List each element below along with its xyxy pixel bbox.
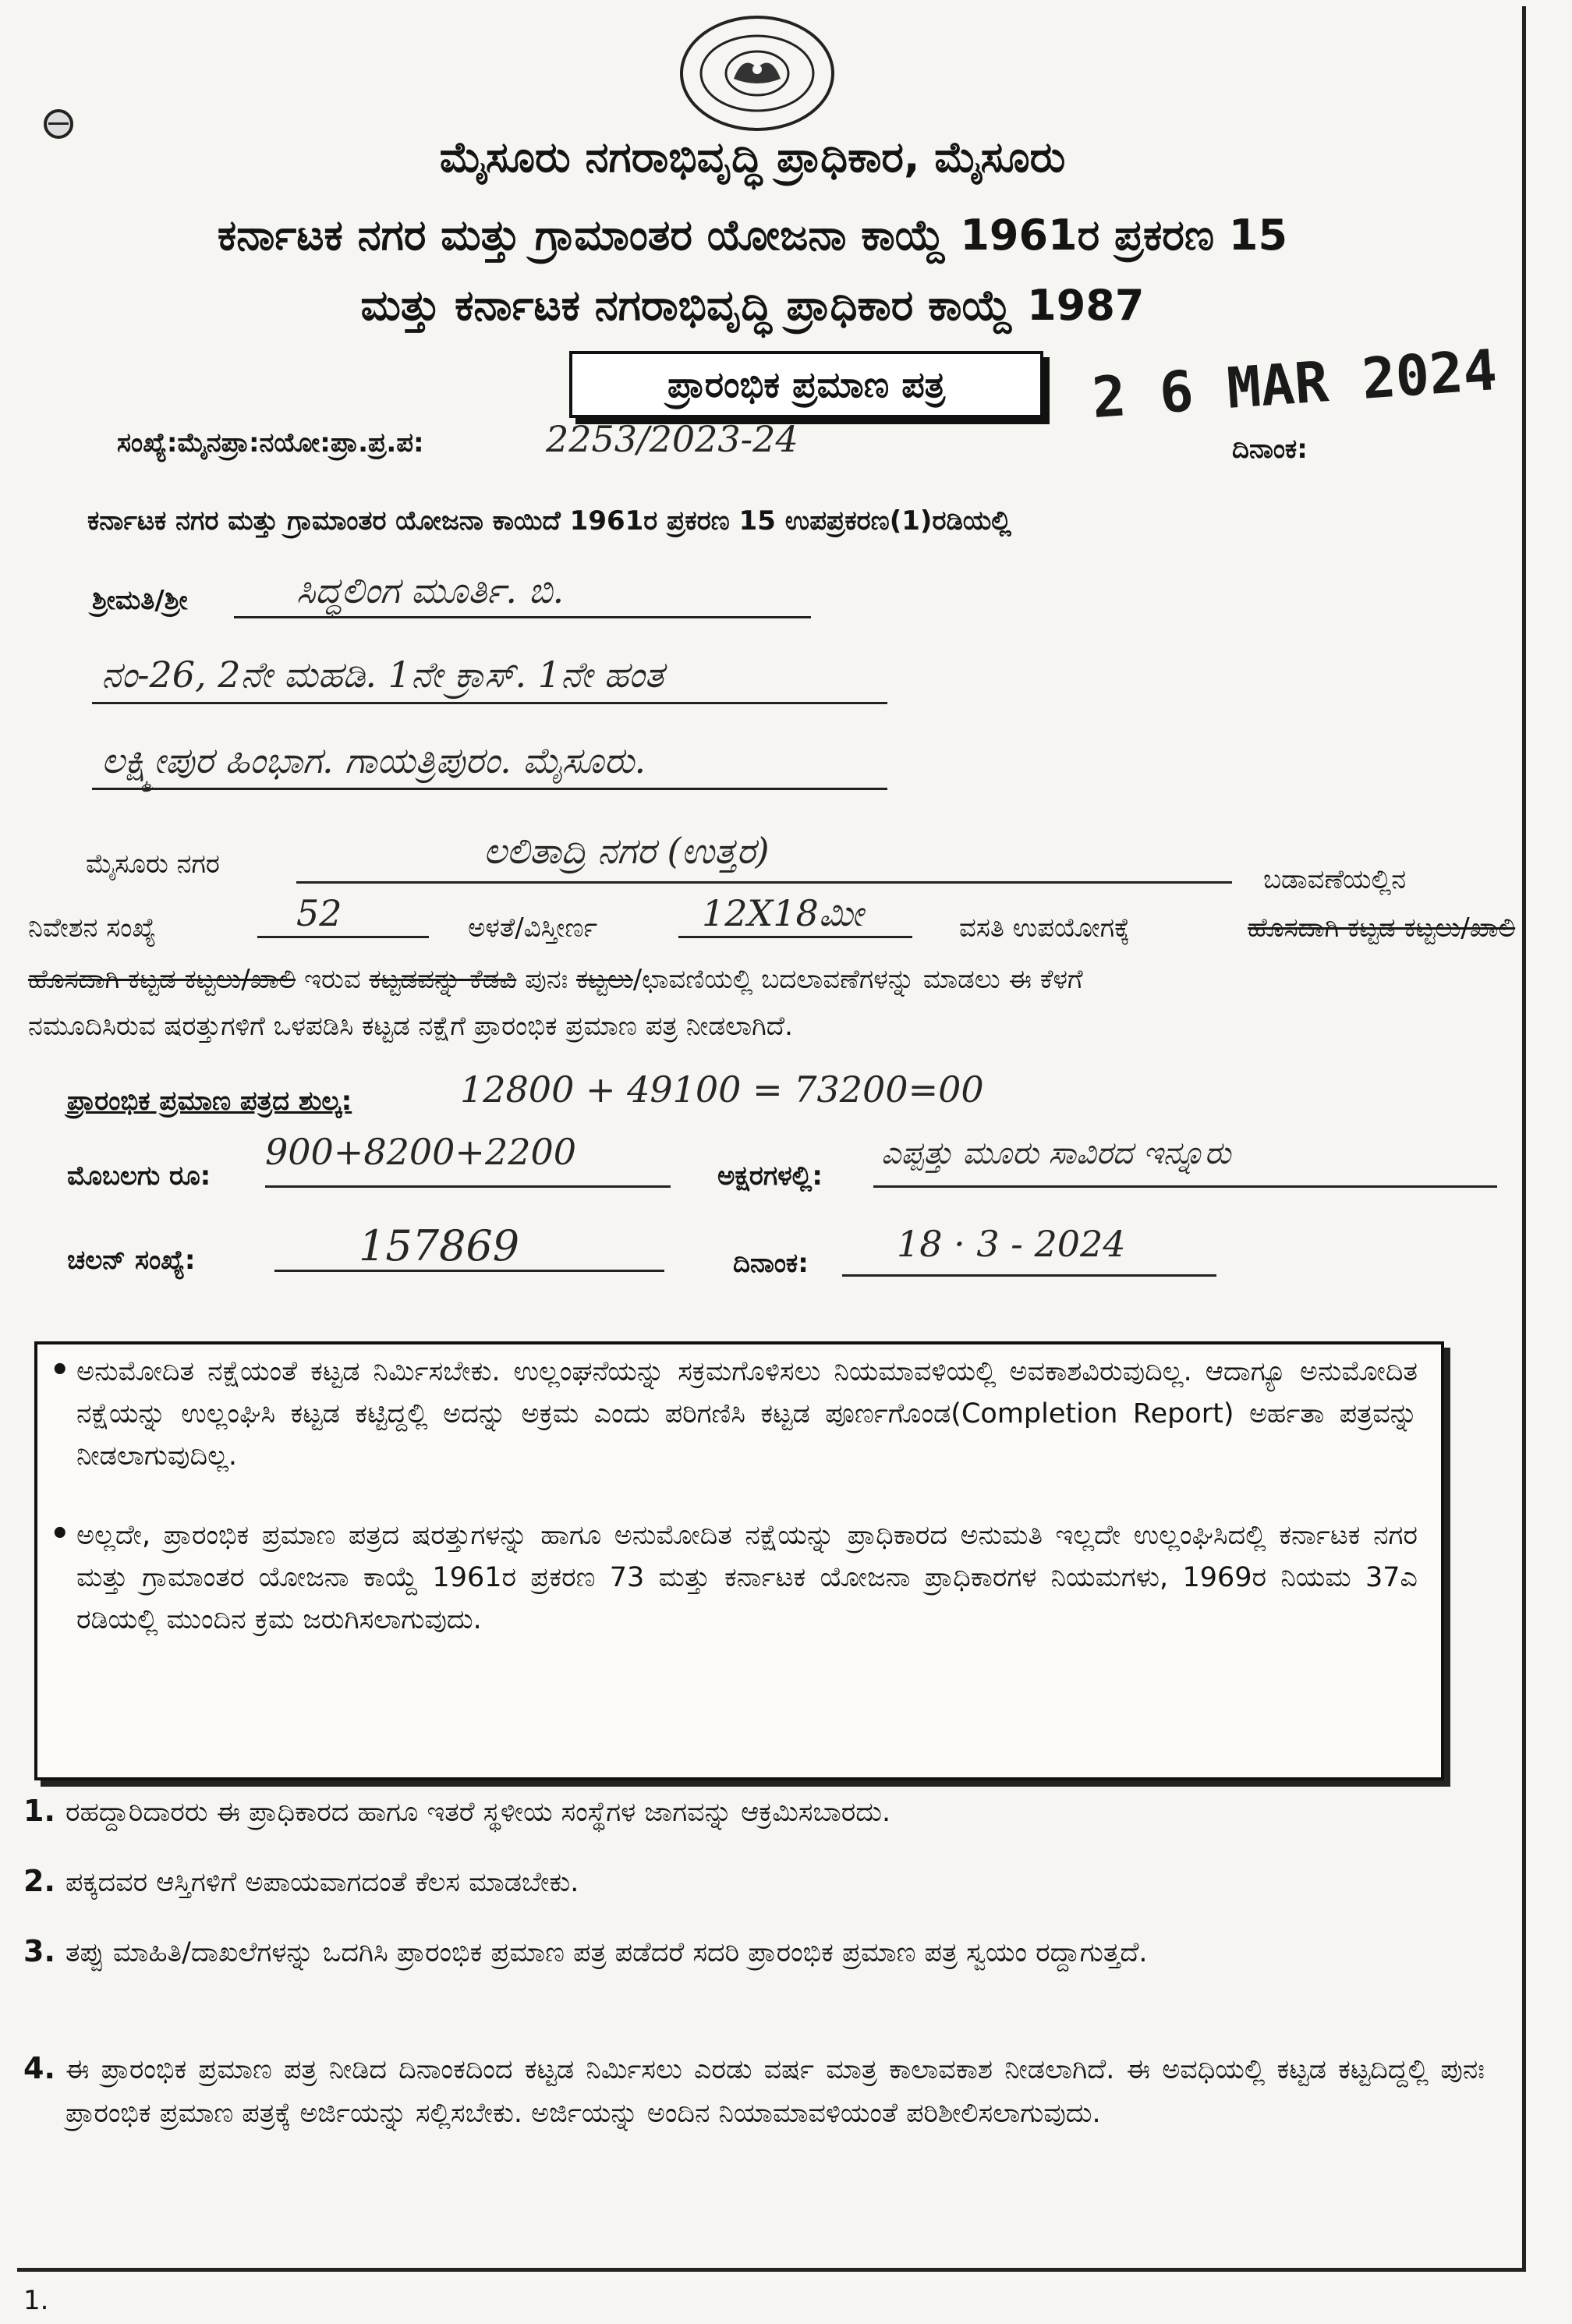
date-label: ದಿನಾಂಕ:: [1232, 434, 1308, 465]
struck-text-1: ಹೊಸದಾಗಿ ಕಟ್ಟಡ ಕಟ್ಟಲು/ಖಾಲಿ: [28, 964, 296, 995]
struck-text-3: ಕಟ್ಟಲು: [575, 964, 633, 995]
condition-text: ರಹದ್ದಾರಿದಾರರು ಈ ಪ್ರಾಧಿಕಾರದ ಹಾಗೂ ಇತರೆ ಸ್ಥಳೀಯ ಸಂಸ್ಥೆಗಳ ಜಾಗವನ್ನು ಆಕ್ರಮಿಸಬಾರದು.: [66, 1797, 891, 1828]
challan-date: 18 · 3 - 2024: [897, 1223, 1126, 1265]
applicant-name: ಸಿದ್ಧಲಿಂಗ ಮೂರ್ತಿ. ಬಿ.: [296, 569, 565, 611]
amount-label: ಮೊಬಲಗು ರೂ:: [67, 1160, 211, 1192]
condition-number: 4.: [23, 2051, 55, 2085]
purpose-line: [28, 964, 1494, 995]
document-title: ಪ್ರಾರಂಭಿಕ ಪ್ರಮಾಣ ಪತ್ರ: [569, 351, 1043, 418]
header-line-2: ಕರ್ನಾಟಕ ನಗರ ಮತ್ತು ಗ್ರಾಮಾಂತರ ಯೋಜನಾ ಕಾಯ್ದೆ 1961ರ ಪ್ರಕರಣ 15: [217, 211, 1288, 260]
dimension-label: ಅಳತೆ/ವಿಸ್ತೀರ್ಣ: [468, 912, 598, 944]
use-text: ವಸತಿ ಉಪಯೋಗಕ್ಕೆ: [959, 912, 1131, 944]
condition-text: ಈ ಪ್ರಾರಂಭಿಕ ಪ್ರಮಾಣ ಪತ್ರ ನೀಡಿದ ದಿನಾಂಕದಿಂದ ಕಟ್ಟಡ ನಿರ್ಮಿಸಲು ಎರಡು ವರ್ಷ ಮಾತ್ರ ಕಾಲಾವಕಾಶ ನೀಡಲಾಗಿದೆ. ಈ ಅವಧಿಯಲ್ಲಿ ಕಟ್ಟಡ ಕಟ್ಟದಿದ್ದಲ್ಲಿ ಪುನಃ ಪ್ರಾರಂಭಿಕ ಪ್ರಮಾಣ ಪತ್ರಕ್ಕೆ ಅರ್ಜಿಯನ್ನು ಸಲ್ಲಿಸಬೇಕು. ಅರ್ಜಿಯನ್ನು ಅಂದಿನ ನಿಯಾಮಾವಳಿಯಂತೆ ಪರಿಶೀಲಿಸಲಾಗುವುದು.: [66, 2054, 1485, 2129]
applicant-address-2: ಲಕ್ಷ್ಮೀಪುರ ಹಿಂಭಾಗ. ಗಾಯತ್ರಿಪುರಂ. ಮೈಸೂರು.: [101, 739, 646, 781]
dimension-value: 12X18ಮೀ: [702, 892, 864, 934]
ref-number: 2253/2023-24: [546, 418, 798, 460]
city-label: ಮೈಸೂರು ನಗರ: [86, 848, 220, 880]
struck-new-building: ಹೊಸದಾಗಿ ಕಟ್ಟಡ ಕಟ್ಟಲು/ಖಾಲಿ: [1248, 912, 1516, 944]
condition-number: 1.: [23, 1794, 55, 1828]
site-label: ನಿವೇಶನ ಸಂಖ್ಯೆ: [28, 912, 157, 944]
applicant-address-1: ನಂ-26, 2ನೇ ಮಹಡಿ. 1ನೇ ಕ್ರಾಸ್. 1ನೇ ಹಂತ: [101, 654, 664, 696]
purpose-tail: /ಛಾವಣಿಯಲ್ಲಿ ಬದಲಾವಣೆಗಳನ್ನು ಮಾಡಲು ಈ ಕೆಳಗೆ: [632, 964, 1083, 995]
date-stamp: 2 6 MAR 2024: [1089, 336, 1499, 431]
condition-number: 3.: [23, 1934, 55, 1968]
notice-bullet-2: ಅಲ್ಲದೇ, ಪ್ರಾರಂಭಿಕ ಪ್ರಮಾಣ ಪತ್ರದ ಷರತ್ತುಗಳನ್ನು ಹಾಗೂ ಅನುಮೋದಿತ ನಕ್ಷೆಯನ್ನು ಪ್ರಾಧಿಕಾರದ ಅನುಮತಿ ಇಲ್ಲದೇ ಉಲ್ಲಂಘಿಸಿದಲ್ಲಿ ಕರ್ನಾಟಕ ನಗರ ಮತ್ತು ಗ್ರಾಮಾಂತರ ಯೋಜನಾ ಕಾಯ್ದೆ 1961ರ ಪ್ರಕರಣ 73 ಮತ್ತು ಕರ್ನಾಟಕ ಯೋಜನಾ ಪ್ರಾಧಿಕಾರಗಳ ನಿಯಮಗಳು, 1969ರ ನಿಯಮ 37ಎ ರಡಿಯಲ್ಲಿ ಮುಂದಿನ ಕ್ರಮ ಜರುಗಿಸಲಾಗುವುದು.: [76, 1520, 1418, 1635]
condition-number: 2.: [23, 1864, 55, 1898]
challan-date-label: ದಿನಾಂಕ:: [733, 1248, 809, 1279]
challan-label: ಚಲನ್ ಸಂಖ್ಯೆ:: [67, 1245, 196, 1276]
amount-value: 900+8200+2200: [265, 1131, 577, 1173]
layout-suffix: ಬಡಾವಣೆಯಲ್ಲಿನ: [1263, 864, 1407, 895]
applicant-label: ಶ್ರೀಮತಿ/ಶ್ರೀ: [92, 585, 188, 616]
challan-number: 157869: [359, 1221, 520, 1270]
again-text: ಪುನಃ: [525, 964, 568, 995]
header-line-1: ಮೈಸೂರು ನಗರಾಭಿವೃದ್ಧಿ ಪ್ರಾಧಿಕಾರ, ಮೈಸೂರು: [439, 133, 1066, 182]
footer-mark: 1.: [23, 2285, 49, 2316]
site-number: 52: [296, 892, 342, 934]
notice-bullet-1: ಅನುಮೋದಿತ ನಕ್ಷೆಯಂತೆ ಕಟ್ಟಡ ನಿರ್ಮಿಸಬೇಕು. ಉಲ್ಲಂಘನೆಯನ್ನು ಸಕ್ರಮಗೊಳಿಸಲು ನಿಯಮಾವಳಿಯಲ್ಲಿ ಅವಕಾಶವಿರುವುದಿಲ್ಲ. ಆದಾಗ್ಯೂ ಅನುಮೋದಿತ ನಕ್ಷೆಯನ್ನು ಉಲ್ಲಂಘಿಸಿ ಕಟ್ಟಡ ಕಟ್ಟಿದ್ದಲ್ಲಿ ಅದನ್ನು ಅಕ್ರಮ ಎಂದು ಪರಿಗಣಿಸಿ ಕಟ್ಟಡ ಪೂರ್ಣಗೊಂಡ(Completion Report) ಅರ್ಹತಾ ಪತ್ರವನ್ನು ನೀಡಲಾಗುವುದಿಲ್ಲ.: [76, 1356, 1418, 1472]
condition-text: ತಪ್ಪು ಮಾಹಿತಿ/ದಾಖಲೆಗಳನ್ನು ಒದಗಿಸಿ ಪ್ರಾರಂಭಿಕ ಪ್ರಮಾಣ ಪತ್ರ ಪಡೆದರೆ ಸದರಿ ಪ್ರಾರಂಭಿಕ ಪ್ರಮಾಣ ಪತ್ರ ಸ್ವಯಂ ರದ್ದಾಗುತ್ತದೆ.: [66, 1937, 1148, 1968]
closing-text: ನಮೂದಿಸಿರುವ ಷರತ್ತುಗಳಿಗೆ ಒಳಪಡಿಸಿ ಕಟ್ಟಡ ನಕ್ಷೆಗೆ ಪ್ರಾರಂಭಿಕ ಪ್ರಮಾಣ ಪತ್ರ ನೀಡಲಾಗಿದೆ.: [28, 1011, 793, 1042]
fee-label: ಪ್ರಾರಂಭಿಕ ಪ್ರಮಾಣ ಪತ್ರದ ಶುಲ್ಕ:: [67, 1086, 352, 1117]
words-label: ಅಕ್ಷರಗಳಲ್ಲಿ:: [717, 1160, 823, 1192]
header-line-3: ಮತ್ತು ಕರ್ನಾಟಕ ನಗರಾಭಿವೃದ್ಧಿ ಪ್ರಾಧಿಕಾರ ಕಾಯ್ದೆ 1987: [360, 281, 1145, 330]
condition-text: ಪಕ್ಕದವರ ಆಸ್ತಿಗಳಿಗೆ ಅಪಾಯವಾಗದಂತೆ ಕೆಲಸ ಮಾಡಬೇಕು.: [66, 1867, 579, 1898]
words-value: ಎಪ್ಪತ್ತು ಮೂರು ಸಾವಿರದ ಇನ್ನೂರು: [881, 1135, 1231, 1171]
intro-text: ಕರ್ನಾಟಕ ನಗರ ಮತ್ತು ಗ್ರಾಮಾಂತರ ಯೋಜನಾ ಕಾಯಿದೆ 1961ರ ಪ್ರಕರಣ 15 ಉಪಪ್ರಕರಣ(1)ರಡಿಯಲ್ಲಿ: [87, 505, 1011, 537]
struck-text-2: ಕಟ್ಟಡವನ್ನು ಕೆಡವಿ: [369, 964, 517, 995]
authority-seal-icon: [680, 16, 834, 131]
ref-label: ಸಂಖ್ಯೆ:ಮೈನಪ್ರಾ:ನಯೋ:ಪ್ರಾ.ಪ್ರ.ಪ:: [117, 427, 424, 459]
fee-value: 12800 + 49100 = 73200=00: [460, 1068, 984, 1111]
existing-text: ಇರುವ: [303, 964, 361, 995]
notice-box: • ಅನುಮೋದಿತ ನಕ್ಷೆಯಂತೆ ಕಟ್ಟಡ ನಿರ್ಮಿಸಬೇಕು. ಉಲ್ಲಂಘನೆಯನ್ನು ಸಕ್ರಮಗೊಳಿಸಲು ನಿಯಮಾವಳಿಯಲ್ಲಿ ಅವಕಾಶವಿರುವುದಿಲ್ಲ. ಆದಾಗ್ಯೂ ಅನುಮೋದಿತ ನಕ್ಷೆಯನ್ನು ಉಲ್ಲಂಘಿಸಿ ಕಟ್ಟಡ ಕಟ್ಟಿದ್ದಲ್ಲಿ ಅದನ್ನು ಅಕ್ರಮ ಎಂದು ಪರಿಗಣಿಸಿ ಕಟ್ಟಡ ಪೂರ್ಣಗೊಂಡ(Completion Report) ಅರ್ಹತಾ ಪತ್ರವನ್ನು ನೀಡಲಾಗುವುದಿಲ್ಲ. • ಅಲ್ಲದೇ, ಪ್ರಾರಂಭಿಕ ಪ್ರಮಾಣ ಪತ್ರದ ಷರತ್ತುಗಳನ್ನು ಹಾಗೂ ಅನುಮೋದಿತ ನಕ್ಷೆಯನ್ನು ಪ್ರಾಧಿಕಾರದ ಅನುಮತಿ ಇಲ್ಲದೇ ಉಲ್ಲಂಘಿಸಿದಲ್ಲಿ ಕರ್ನಾಟಕ ನಗರ ಮತ್ತು ಗ್ರಾಮಾಂತರ ಯೋಜನಾ ಕಾಯ್ದೆ 1961ರ ಪ್ರಕರಣ 73 ಮತ್ತು ಕರ್ನಾಟಕ ಯೋಜನಾ ಪ್ರಾಧಿಕಾರಗಳ ನಿಯಮಗಳು, 1969ರ ನಿಯಮ 37ಎ ರಡಿಯಲ್ಲಿ ಮುಂದಿನ ಕ್ರಮ ಜರುಗಿಸಲಾಗುವುದು.: [34, 1341, 1444, 1780]
layout-name: ಲಲಿತಾದ್ರಿ ನಗರ (ಉತ್ತರ): [483, 830, 770, 872]
